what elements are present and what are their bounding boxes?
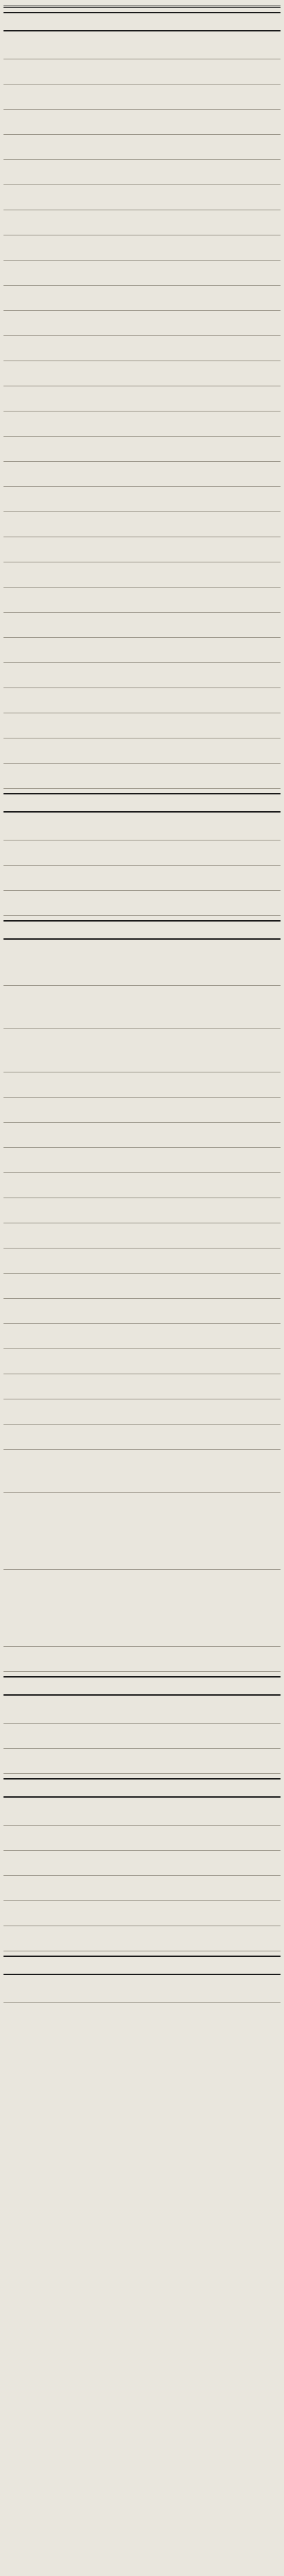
classified-ad	[3, 1324, 281, 1349]
classified-ad	[3, 1749, 281, 1774]
classified-ad	[3, 1800, 281, 1826]
classified-ad	[3, 1826, 281, 1851]
classified-ad	[3, 412, 281, 437]
classified-ad	[3, 688, 281, 713]
classified-ad	[3, 815, 281, 841]
classified-ad	[3, 110, 281, 135]
classified-ad	[3, 487, 281, 512]
section-heading	[3, 12, 281, 31]
classified-ad	[3, 1374, 281, 1399]
classified-ad	[3, 943, 281, 986]
classified-ad	[3, 1148, 281, 1173]
classified-ad	[3, 1223, 281, 1249]
classified-ad	[3, 613, 281, 638]
classified-ad	[3, 261, 281, 286]
classified-ad	[3, 185, 281, 210]
classified-ad	[3, 1249, 281, 1274]
classified-ad	[3, 1274, 281, 1299]
section-heading	[3, 920, 281, 940]
classified-ad	[3, 1425, 281, 1450]
classified-ad	[3, 34, 281, 59]
classified-ad	[3, 1173, 281, 1198]
classified-ad	[3, 85, 281, 110]
classified-ad	[3, 311, 281, 336]
classified-ad	[3, 1299, 281, 1324]
classified-ad	[3, 336, 281, 361]
classified-ad	[3, 638, 281, 663]
section-heading	[3, 1676, 281, 1696]
classified-ad	[3, 437, 281, 462]
classified-ad	[3, 462, 281, 487]
classified-ad	[3, 386, 281, 412]
classified-ad	[3, 235, 281, 261]
classified-ad	[3, 1901, 281, 1926]
section-heading	[3, 1956, 281, 1975]
classified-ad	[3, 986, 281, 1029]
classified-ad	[3, 891, 281, 916]
classified-ad	[3, 562, 281, 588]
classified-ad	[3, 841, 281, 866]
classified-ad	[3, 1876, 281, 1901]
classified-ad	[3, 1098, 281, 1123]
classified-ad	[3, 1724, 281, 1749]
classified-ad	[3, 1029, 281, 1072]
classified-ad	[3, 1349, 281, 1374]
classified-ad	[3, 1698, 281, 1724]
classified-ad	[3, 1851, 281, 1876]
classified-ad	[3, 1123, 281, 1148]
classified-ad	[3, 1399, 281, 1425]
classified-ad	[3, 160, 281, 185]
top-rule	[3, 6, 281, 8]
classified-ad	[3, 866, 281, 891]
classified-ad	[3, 537, 281, 562]
classified-ad	[3, 1450, 281, 1493]
classified-ad	[3, 512, 281, 537]
classified-ad	[3, 59, 281, 85]
classified-ad	[3, 1647, 281, 1672]
classified-ad	[3, 713, 281, 738]
classified-ad	[3, 1198, 281, 1223]
classified-ad	[3, 663, 281, 688]
section-heading	[3, 1778, 281, 1798]
section-heading	[3, 793, 281, 813]
classified-ad	[3, 1926, 281, 1951]
classified-ad	[3, 1072, 281, 1098]
classified-ad	[3, 286, 281, 311]
classified-ad	[3, 764, 281, 789]
classified-ad	[3, 588, 281, 613]
classified-ad	[3, 210, 281, 235]
classified-ad	[3, 135, 281, 160]
classified-ad	[3, 1570, 281, 1647]
classified-ad	[3, 738, 281, 764]
classified-ad	[3, 1978, 281, 2003]
classified-ad	[3, 361, 281, 386]
classified-ad	[3, 1493, 281, 1570]
